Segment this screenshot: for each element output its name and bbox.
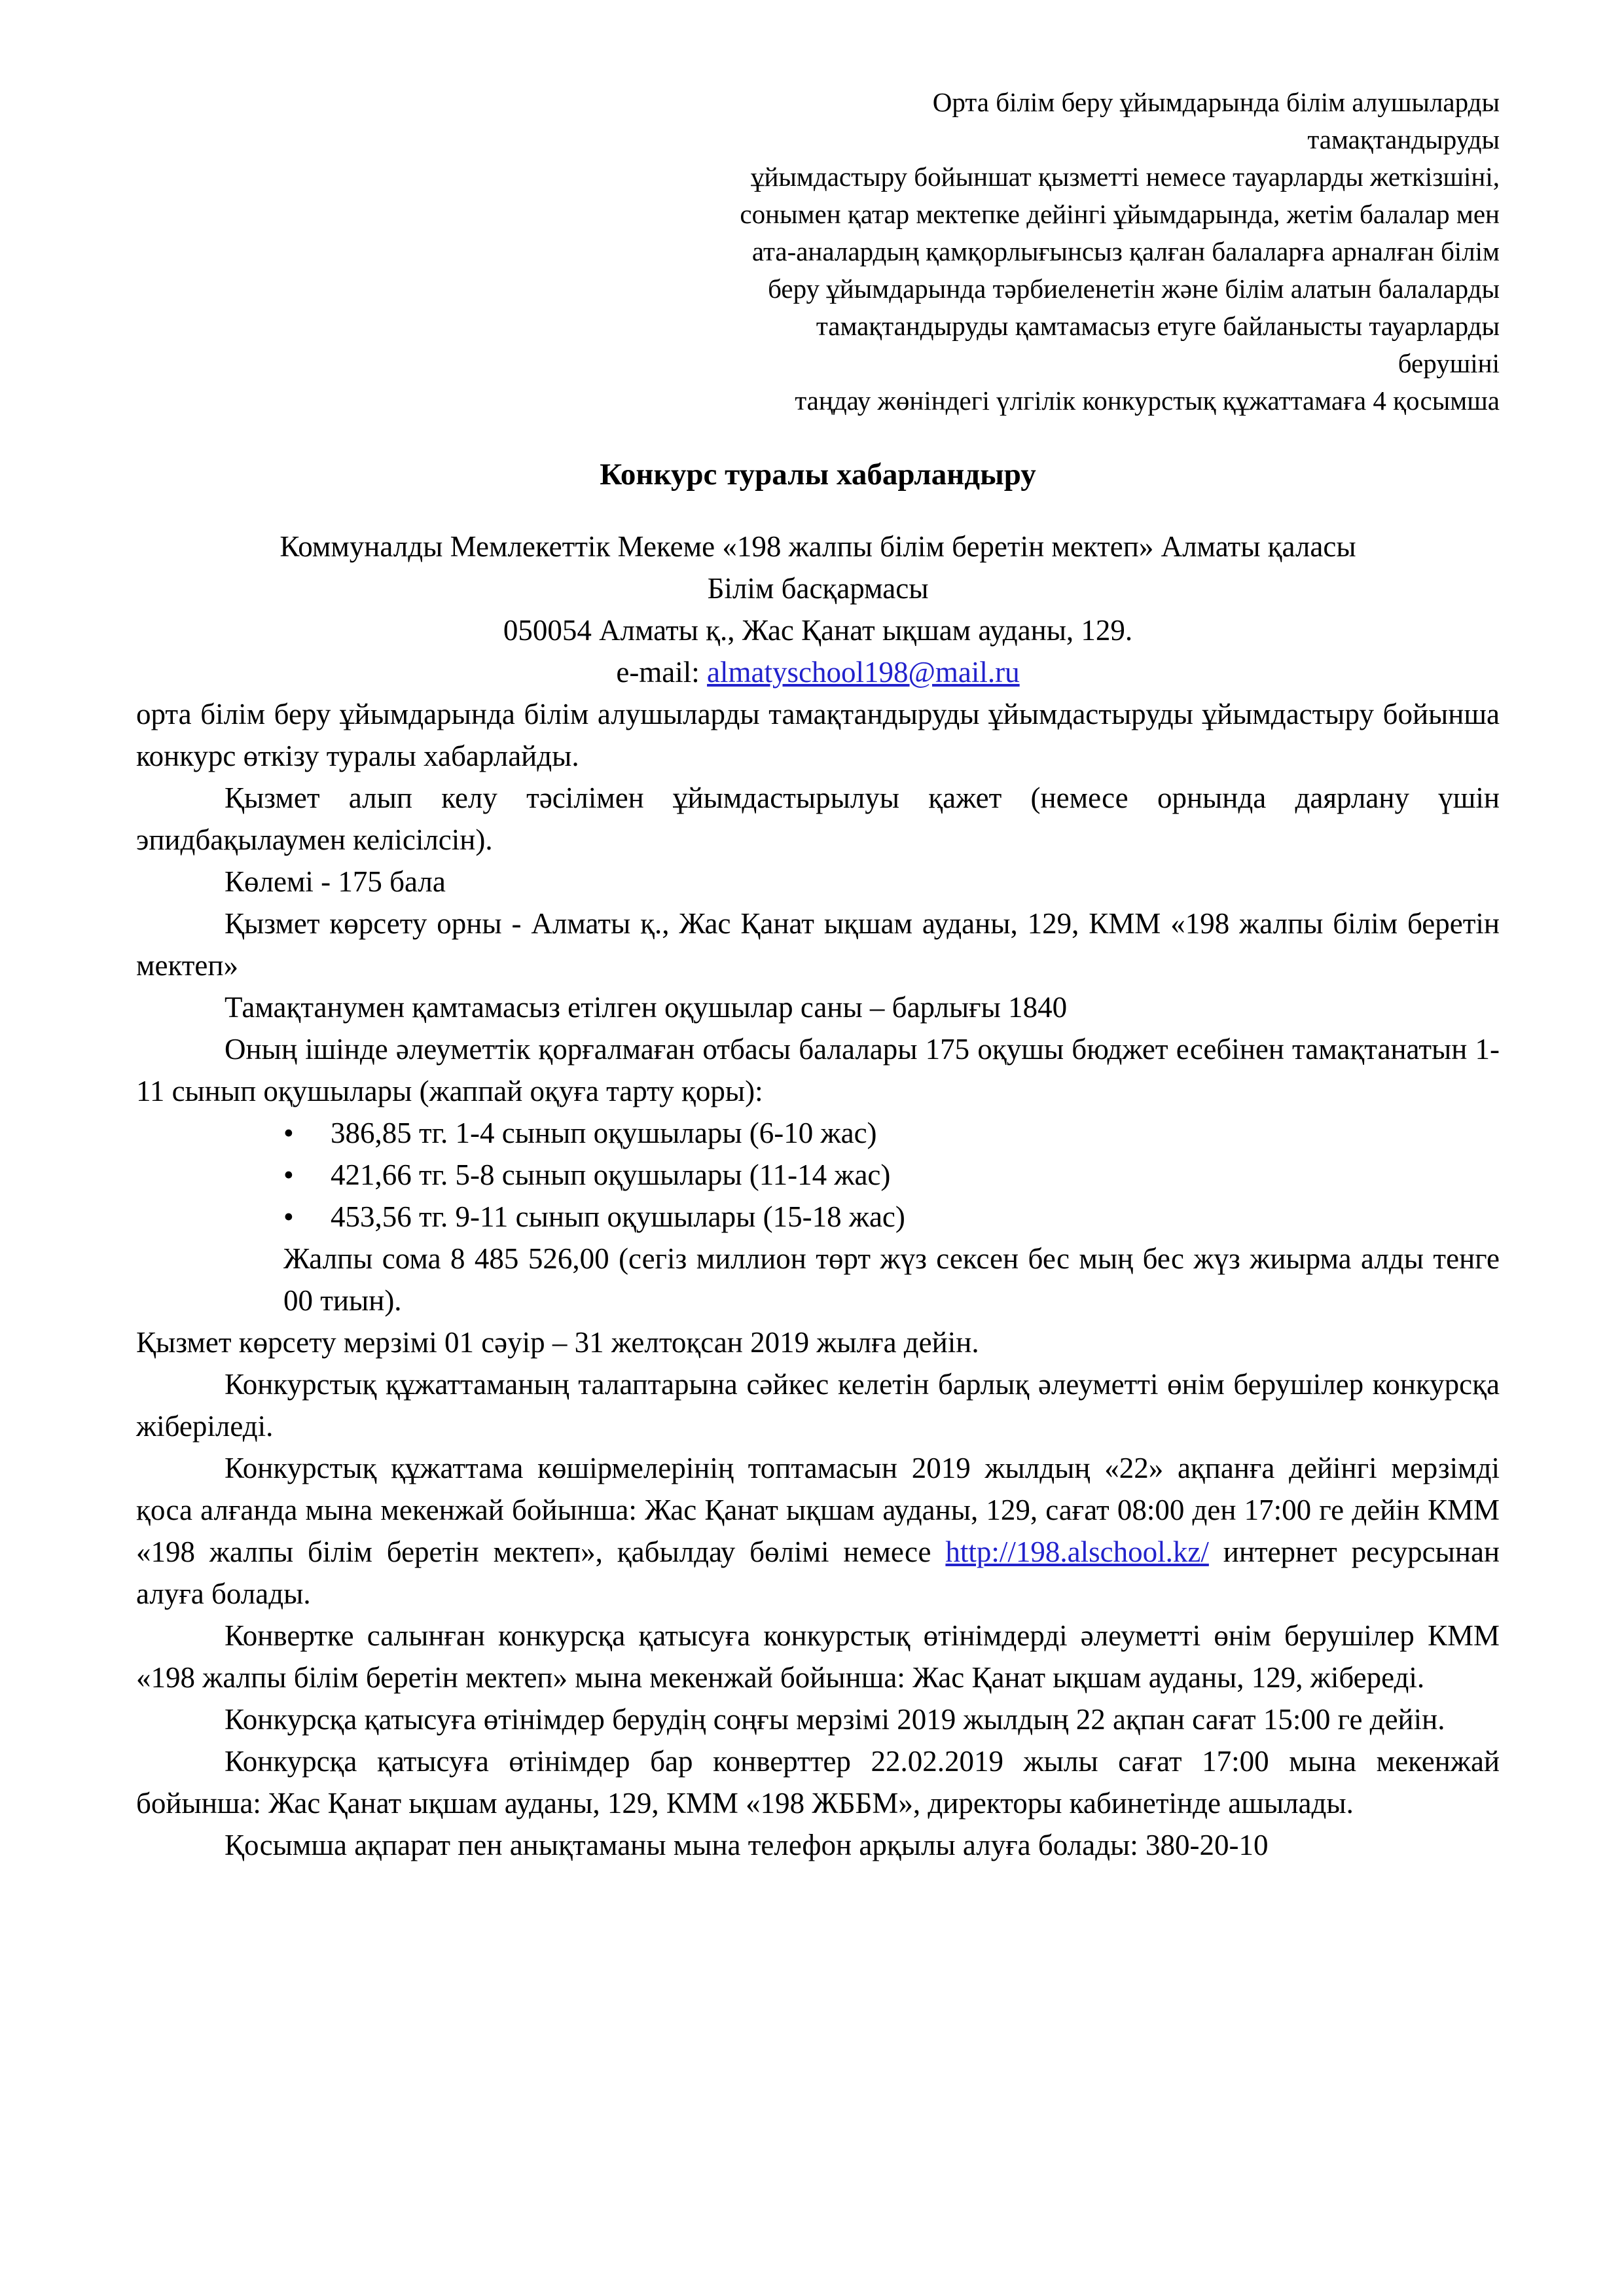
page-title: Конкурс туралы хабарландыру bbox=[600, 457, 1036, 492]
bullet-icon: • bbox=[283, 1117, 294, 1149]
organization-name-line2: Білім басқармасы bbox=[707, 572, 929, 605]
organization-name-line1: Коммуналды Мемлекеттік Мекеме «198 жалпы білім беретін мектеп» Алматы қаласы bbox=[280, 530, 1356, 563]
bullet-icon: • bbox=[283, 1158, 294, 1191]
list-item bbox=[283, 1112, 1500, 1154]
annex-line: ұйымдастыру бойыншат қызметті немесе тауарларды жеткізшіні, bbox=[750, 162, 1500, 192]
annex-line: таңдау жөніндегі үлгілік конкурстық құжаттамаға 4 қосымша bbox=[795, 386, 1500, 416]
bullet-text: 421,66 тг. 5-8 сынып оқушылары (11-14 жас) bbox=[331, 1158, 891, 1191]
bullet-icon: • bbox=[283, 1200, 294, 1233]
paragraph-docs-availability bbox=[136, 1447, 1500, 1615]
paragraph-students-count: Тамақтанумен қамтамасыз етілген оқушылар саны – барлығы 1840 bbox=[225, 991, 1068, 1024]
annex-line: сонымен қатар мектепке дейінгі ұйымдарында, жетім балалар мен bbox=[740, 199, 1500, 229]
organization-address: 050054 Алматы қ., Жас Қанат ықшам ауданы, 129. bbox=[503, 614, 1133, 647]
paragraph-envelope-submission: Конвертке салынған конкурсқа қатысуға конкурстық өтінімдерді әлеуметті өнім берушілер КММ «198 жалпы білім беретін мектеп» мына мекенжай бойынша: Жас Қанат ықшам ауданы, 129, жібереді. bbox=[136, 1619, 1500, 1694]
paragraph-social-category: Оның ішінде әлеуметтік қорғалмаған отбасы балалары 175 оқушы бюджет есебінен тамақтанатын 1-11 сынып оқушылары (жаппай оқуға тарту қоры): bbox=[136, 1033, 1500, 1107]
email-link[interactable]: almatyschool198@mail.ru bbox=[707, 656, 1020, 689]
list-item bbox=[283, 1196, 1500, 1238]
email-label: e-mail: bbox=[616, 656, 708, 689]
bullet-text: 386,85 тг. 1-4 сынып оқушылары (6-10 жас) bbox=[331, 1117, 877, 1149]
paragraph-service-place: Қызмет көрсету орны - Алматы қ., Жас Қанат ықшам ауданы, 129, КММ «198 жалпы білім беретін мектеп» bbox=[136, 907, 1500, 982]
list-item bbox=[283, 1154, 1500, 1196]
annex-line: беру ұйымдарында тәрбиеленетін және білім алатын балаларды bbox=[768, 274, 1500, 304]
annex-line: тамақтандыруды қамтамасыз етуге байланысты тауарларды берушіні bbox=[816, 311, 1500, 378]
annex-line: Орта білім беру ұйымдарында білім алушыларды тамақтандыруды bbox=[932, 87, 1500, 154]
email-line bbox=[136, 651, 1500, 693]
paragraph-service-term: Қызмет көрсету мерзімі 01 сәуір – 31 желтоқсан 2019 жылға дейін. bbox=[136, 1326, 979, 1359]
paragraph-service-method: Қызмет алып келу тәсілімен ұйымдастырылуы қажет (немесе орнында даярлану үшін эпидбақылаумен келісілсін). bbox=[136, 781, 1500, 856]
website-link[interactable]: http://198.alschool.kz/ bbox=[945, 1535, 1209, 1568]
paragraph-phone-info: Қосымша ақпарат пен анықтаманы мына телефон арқылы алуға болады: 380-20-10 bbox=[225, 1829, 1269, 1861]
paragraph-total-sum: Жалпы сома 8 485 526,00 (сегіз миллион төрт жүз сексен бес мың бес жүз жиырма алды тенге 00 тиын). bbox=[283, 1242, 1500, 1317]
paragraph-admission: Конкурстық құжаттаманың талаптарына сәйкес келетін барлық әлеуметті өнім берушілер конкурсқа жіберіледі. bbox=[136, 1368, 1500, 1443]
paragraph-envelope-opening: Конкурсқа қатысуға өтінімдер бар конверттер 22.02.2019 жылы сағат 17:00 мына мекенжай бойынша: Жас Қанат ықшам ауданы, 129, КММ «198 ЖББМ», директоры кабинетінде ашылады. bbox=[136, 1745, 1500, 1820]
docs-text-before-link: Конкурстық құжаттама көшірмелерінің топтамасын 2019 жылдың «22» ақпанға дейінгі мерзімді қоса алғанда мына мекенжай бойынша: Жас Қанат ықшам ауданы, 129, сағат 08:00 ден 17:00 ге дейін КММ «198 жалпы білім беретін мектеп», қабылдау бөлімі немесе bbox=[136, 1452, 1500, 1568]
docs-text-after-link: интернет ресурсынан алуға болады. bbox=[136, 1535, 1500, 1610]
bullet-text: 453,56 тг. 9-11 сынып оқушылары (15-18 жас) bbox=[331, 1200, 905, 1233]
paragraph-submission-deadline: Конкурсқа қатысуға өтінімдер берудің соңғы мерзімі 2019 жылдың 22 ақпан сағат 15:00 ге дейін. bbox=[225, 1703, 1445, 1736]
annex-line: ата-аналардың қамқорлығынсыз қалған балаларға арналған білім bbox=[751, 236, 1500, 266]
annex-reference bbox=[737, 84, 1500, 420]
paragraph-intro: орта білім беру ұйымдарында білім алушыларды тамақтандыруды ұйымдастыруды ұйымдастыру бойынша конкурс өткізу туралы хабарлайды. bbox=[136, 698, 1500, 772]
paragraph-volume: Көлемі - 175 бала bbox=[225, 865, 446, 898]
